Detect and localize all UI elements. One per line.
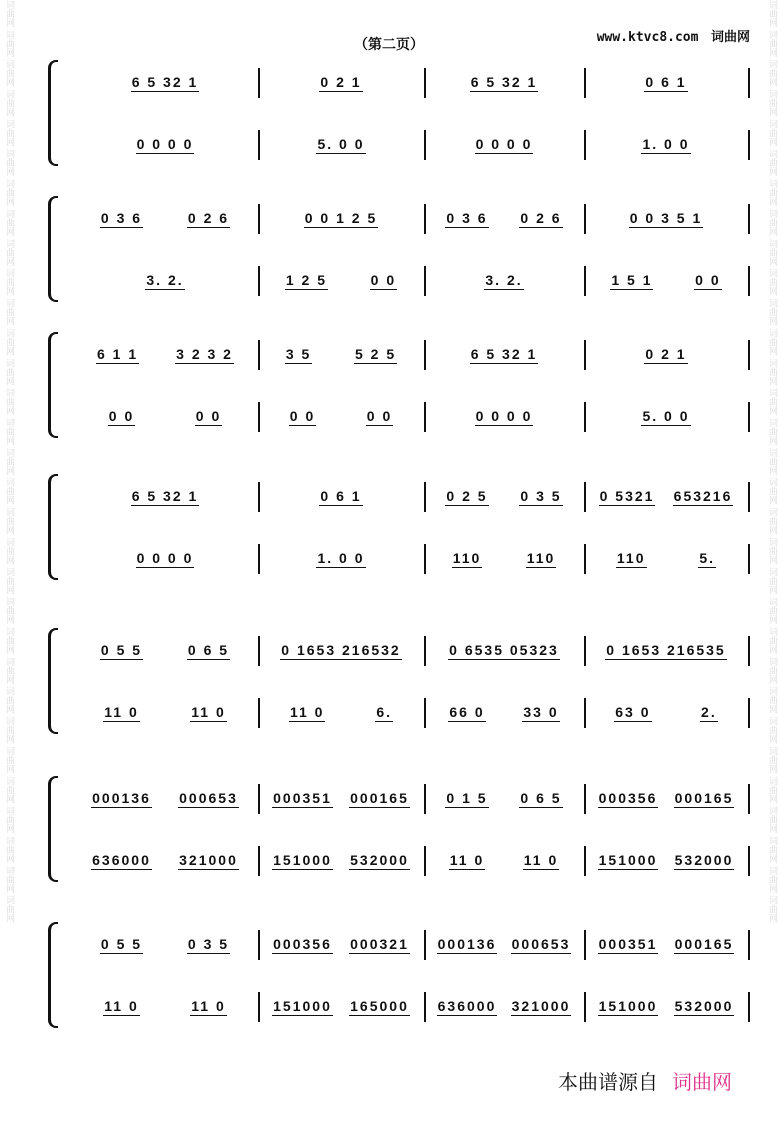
measure [590,930,742,960]
page-label: （第二页） [354,37,424,53]
note-group: 0 3 5 [187,936,230,952]
measure [430,992,578,1022]
barline [424,402,426,432]
bottom-staff [72,402,738,432]
bottom-staff [72,544,738,574]
barline [584,204,586,234]
note-group: 000165 [674,936,734,952]
measure [590,636,742,666]
note-group: 5. 0 0 [642,408,690,424]
note-group: 0 3 5 [520,488,562,504]
note-group: 000136 [437,936,497,952]
note-group: 636000 [92,852,151,868]
note-group: 000351 [273,790,332,806]
note-group: 0 6 1 [645,74,687,90]
note-group: 653216 [673,488,733,504]
barline [748,784,750,814]
measure [430,266,578,296]
measure [590,544,742,574]
measure [590,130,742,160]
barline [748,636,750,666]
note-group: 6 5 32 1 [131,488,199,504]
bottom-staff [72,266,738,296]
note-group: 0 0 0 0 [475,408,533,424]
measure [430,846,578,876]
watermark-right: 词曲网 词曲网 词曲网 词曲网 词曲网 词曲网 词曲网 词曲网 词曲网 词曲网 词曲网 词曲网 词曲网 词曲网 词曲网 词曲网 词曲网 词曲网 词曲网 词曲网 词曲网 词曲网 词曲网 词曲网 词曲网 词曲网 词曲网 词曲网 词曲网 词曲网 词曲网 [767,0,777,923]
note-group: 0 0 1 2 5 [304,210,378,226]
barline [258,68,260,98]
barline [748,846,750,876]
barline [584,340,586,370]
barline [748,130,750,160]
barline [748,930,750,960]
music-system [48,196,738,302]
barline [584,544,586,574]
measure [78,402,252,432]
note-group: 151000 [598,852,658,868]
source-footer [558,1066,732,1095]
note-group: 636000 [437,998,497,1014]
note-group: 3. 2. [146,272,184,288]
measure [264,636,418,666]
note-group: 0 6 5 [520,790,562,806]
note-group: 000165 [674,790,734,806]
note-group: 000165 [350,790,409,806]
measure [78,846,252,876]
note-group: 11 0 [289,704,325,720]
measure [430,698,578,728]
barline [258,636,260,666]
note-group: 11 0 [104,704,139,720]
barline [584,846,586,876]
measure [430,340,578,370]
music-system [48,474,738,580]
note-group: 63 0 [615,704,651,720]
barline [424,68,426,98]
note-group: 0 5 5 [100,936,143,952]
site-name: 词曲网 [710,30,750,45]
measure [590,482,742,512]
note-group: 0 2 5 [446,488,488,504]
measure [264,992,418,1022]
barline [258,266,260,296]
barline [748,204,750,234]
measure [264,544,418,574]
system-brace [48,332,58,438]
note-group: 0 2 1 [320,74,362,90]
note-group: 0 1 5 [446,790,488,806]
measure [78,130,252,160]
note-group: 5. [699,550,716,566]
measure [78,992,252,1022]
note-group: 11 0 [191,704,226,720]
system-brace [48,922,58,1028]
measure [78,482,252,512]
note-group: 6 5 32 1 [131,74,199,90]
barline [424,340,426,370]
measure [590,698,742,728]
measure [78,340,252,370]
barline [258,992,260,1022]
site-url: www.ktvc8.com [596,30,699,45]
note-group: 110 [616,550,646,566]
note-group: 532000 [350,852,409,868]
barline [258,402,260,432]
measure [78,266,252,296]
measure [590,340,742,370]
barline [424,482,426,512]
barline [748,340,750,370]
measure [78,930,252,960]
barline [748,402,750,432]
music-system [48,922,738,1028]
measure [78,68,252,98]
barline [584,402,586,432]
note-group: 000321 [350,936,409,952]
note-group: 5. 0 0 [317,136,365,152]
barline [258,204,260,234]
measure [264,68,418,98]
note-group: 0 1653 216532 [281,642,401,658]
music-system [48,628,738,734]
note-group: 1. 0 0 [317,550,365,566]
note-group: 6. [376,704,393,720]
measure [78,204,252,234]
note-group: 0 2 6 [187,210,230,226]
barline [748,266,750,296]
measure [430,130,578,160]
note-group: 1 5 1 [611,272,653,288]
note-group: 000653 [511,936,571,952]
barline [584,784,586,814]
system-brace [48,60,58,166]
barline [258,340,260,370]
barline [748,992,750,1022]
bottom-staff [72,130,738,160]
barline [424,930,426,960]
note-group: 151000 [273,998,332,1014]
measure [590,266,742,296]
measure [264,340,418,370]
barline [748,698,750,728]
note-group: 11 0 [104,998,139,1014]
note-group: 66 0 [449,704,485,720]
note-group: 0 6535 05323 [449,642,559,658]
note-group: 000136 [92,790,151,806]
measure [264,266,418,296]
top-staff [72,784,738,814]
measure [430,930,578,960]
barline [748,68,750,98]
barline [424,846,426,876]
barline [258,784,260,814]
note-group: 110 [526,550,556,566]
barline [584,992,586,1022]
note-group: 0 0 0 0 [136,550,194,566]
note-group: 11 0 [523,852,559,868]
note-group: 3. 2. [485,272,523,288]
note-group: 0 0 0 0 [136,136,194,152]
measure [264,930,418,960]
bottom-staff [72,698,738,728]
system-brace [48,474,58,580]
note-group: 0 5 5 [100,642,143,658]
note-group: 33 0 [523,704,559,720]
note-group: 0 0 3 5 1 [629,210,703,226]
music-system [48,776,738,882]
barline [584,636,586,666]
bottom-staff [72,992,738,1022]
note-group: 532000 [674,852,734,868]
note-group: 321000 [511,998,571,1014]
measure [264,402,418,432]
measure [430,544,578,574]
note-group: 3 2 3 2 [176,346,233,362]
top-staff [72,68,738,98]
note-group: 0 6 1 [320,488,362,504]
barline [424,544,426,574]
measure [264,846,418,876]
system-brace [48,196,58,302]
note-group: 1. 0 0 [642,136,690,152]
top-staff [72,482,738,512]
measure [264,130,418,160]
top-staff [72,636,738,666]
note-group: 0 0 [366,408,393,424]
top-staff [72,204,738,234]
note-group: 0 3 6 [446,210,488,226]
measure [590,846,742,876]
note-group: 0 2 1 [645,346,687,362]
note-group: 6 1 1 [97,346,139,362]
note-group: 0 2 6 [520,210,562,226]
barline [258,930,260,960]
note-group: 11 0 [191,998,226,1014]
barline [748,544,750,574]
barline [584,930,586,960]
measure [264,204,418,234]
note-group: 000356 [598,790,658,806]
measure [264,784,418,814]
barline [258,482,260,512]
note-group: 0 0 [370,272,397,288]
barline [424,698,426,728]
system-brace [48,776,58,882]
note-group: 165000 [350,998,409,1014]
source-text: 本曲谱源自 [558,1070,658,1094]
barline [424,636,426,666]
measure [430,402,578,432]
note-group: 0 1653 216535 [606,642,726,658]
note-group: 5 2 5 [355,346,397,362]
bottom-staff [72,846,738,876]
measure [430,784,578,814]
note-group: 0 0 [108,408,135,424]
music-system [48,60,738,166]
note-group: 000351 [598,936,658,952]
barline [424,992,426,1022]
measure [590,784,742,814]
note-group: 532000 [674,998,734,1014]
measure [430,204,578,234]
note-group: 0 0 [695,272,721,288]
note-group: 000356 [273,936,332,952]
note-group: 151000 [273,852,332,868]
measure [78,544,252,574]
note-group: 3 5 [285,346,312,362]
top-staff [72,930,738,960]
barline [748,482,750,512]
note-group: 0 0 0 0 [475,136,533,152]
barline [424,130,426,160]
measure [78,636,252,666]
barline [584,482,586,512]
measure [590,68,742,98]
system-brace [48,628,58,734]
note-group: 6 5 32 1 [470,346,538,362]
measure [78,784,252,814]
note-group: 2. [701,704,717,720]
barline [424,784,426,814]
barline [258,130,260,160]
measure [264,698,418,728]
site-header [597,26,750,45]
note-group: 321000 [179,852,238,868]
note-group: 151000 [598,998,658,1014]
note-group: 000653 [179,790,238,806]
note-group: 0 6 5 [187,642,230,658]
measure [430,482,578,512]
barline [584,68,586,98]
source-brand: 词曲网 [672,1070,732,1094]
note-group: 6 5 32 1 [470,74,538,90]
music-system [48,332,738,438]
note-group: 1 2 5 [285,272,327,288]
top-staff [72,340,738,370]
note-group: 0 5321 [599,488,655,504]
measure [78,698,252,728]
watermark-left: 词曲网 词曲网 词曲网 词曲网 词曲网 词曲网 词曲网 词曲网 词曲网 词曲网 词曲网 词曲网 词曲网 词曲网 词曲网 词曲网 词曲网 词曲网 词曲网 词曲网 词曲网 词曲网 词曲网 词曲网 词曲网 词曲网 词曲网 词曲网 词曲网 词曲网 词曲网 [4,0,14,923]
note-group: 110 [452,550,482,566]
barline [584,130,586,160]
barline [584,698,586,728]
note-group: 0 0 [195,408,222,424]
measure [590,204,742,234]
note-group: 0 3 6 [100,210,143,226]
barline [584,266,586,296]
barline [258,698,260,728]
measure [590,402,742,432]
measure [590,992,742,1022]
measure [264,482,418,512]
note-group: 0 0 [289,408,316,424]
barline [258,544,260,574]
note-group: 11 0 [449,852,485,868]
measure [430,636,578,666]
barline [258,846,260,876]
measure [430,68,578,98]
barline [424,266,426,296]
barline [424,204,426,234]
